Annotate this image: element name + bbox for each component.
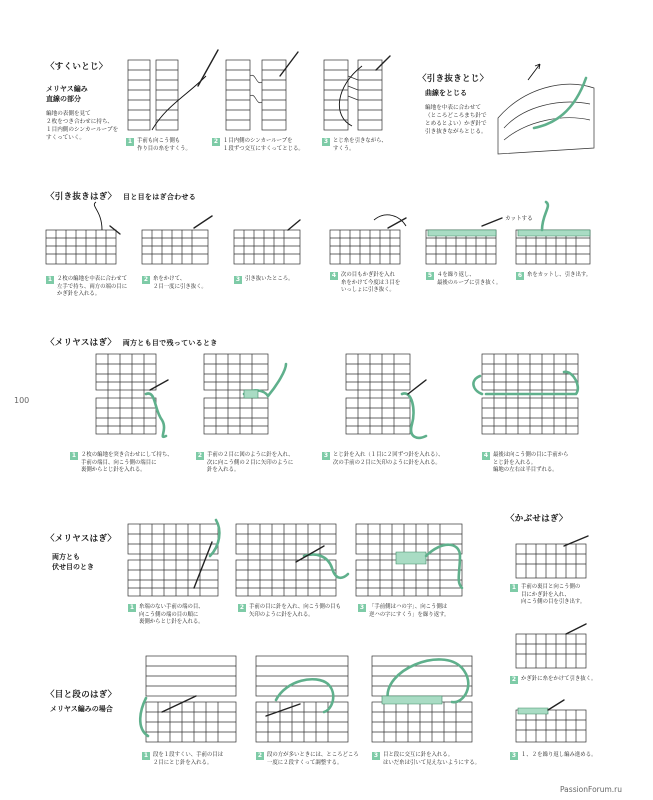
s4-fig2	[204, 354, 286, 434]
s6-step-2: 2 かぎ針に糸をかけて引き抜く。	[511, 676, 597, 683]
s3-step-3: 3 引き抜いたところ。	[235, 276, 294, 283]
s5-step-2: 2 手前の目に針を入れ、向こう側の目も 矢印のように針を入れる。	[239, 604, 341, 618]
s3-fig4	[330, 215, 406, 264]
page-number: 100	[14, 396, 30, 405]
s7-illustrations	[142, 650, 488, 746]
s7-subtitle: メリヤス編みの場合	[50, 705, 113, 713]
s5-fig2	[236, 524, 348, 596]
section-title-me-to-dan-hagi: 〈目と段のはぎ〉	[46, 690, 117, 700]
section-title-hikinuki-toji: 〈引き抜きとじ〉	[418, 74, 489, 84]
s3-step-6: 6 糸をカットし、引き出す。	[517, 272, 592, 279]
s7-fig1	[140, 656, 236, 742]
s2-description: 編地を中表に合わせて （ところどころまち針で とめるとよい）かぎ針で 引き抜きながらとじる。	[425, 105, 487, 135]
s3-fig5	[426, 218, 502, 264]
s1-subtitle-1: メリヤス編み	[46, 85, 88, 93]
s7-fig3	[372, 656, 472, 742]
s3-fig2	[142, 216, 212, 264]
s1-fig1	[128, 50, 218, 130]
section-title-kabuse-hagi: 〈かぶせはぎ〉	[506, 514, 568, 524]
s4-fig4	[473, 354, 578, 434]
s4-step-2: 2 手前の２目に図のように針を入れ、 次に向こう側の２目に矢印のように 針を入れる。	[197, 452, 294, 473]
s4-fig3	[346, 354, 426, 438]
s1-step-3: 3 とじ糸を引きながら、 すくう。	[323, 138, 387, 152]
s4-step-1: 1 ２枚の編地を突き合わせにして持ち、 手前の端目、向こう側の端目に 裏側からとじ針を入れる。	[71, 452, 173, 473]
s4-step-4: 4 最後は向こう側の目に手前から とじ針を入れる。 編地の左右は半目ずれる。	[483, 452, 569, 473]
s5-illustrations	[124, 516, 470, 600]
s5-subtitle-1: 両方とも	[52, 553, 80, 561]
s3-step-2: 2 糸をかけて、 ２目一度に引き抜く。	[143, 276, 207, 290]
source-credit: PassionForum.ru	[560, 785, 623, 794]
s1-subtitle-2: 直線の部分	[46, 95, 81, 103]
s1-step-2: 2 １目内側のシンカーループを １段ずつ交互にすくってとじる。	[213, 138, 304, 152]
s3-step-5: 5 ４を繰り返し、 最後のループに引き抜く。	[427, 272, 502, 286]
s5-step-1: 1 糸端のない手前の端の目、 向こう側の端の目の順に 裏側からとじ針を入れる。	[129, 604, 204, 625]
s5-fig3	[356, 524, 462, 596]
s3-step-4: 4 次の目もかぎ針を入れ 糸をかけて今度は３目を いっしょに引き抜く。	[331, 272, 401, 293]
s7-fig2	[256, 656, 348, 742]
section-title-sukui-toji: 〈すくいとじ〉	[46, 62, 108, 72]
s1-illustrations	[126, 46, 396, 136]
s1-step-1: 1 手前も向こう側も 作り目の糸をすくう。	[127, 138, 191, 152]
s2-illustration	[494, 58, 598, 158]
section-title-hikinuki-hagi: 〈引き抜きはぎ〉 目と目をはぎ合わせる	[46, 192, 197, 202]
s5-subtitle-2: 伏せ目のとき	[52, 563, 94, 571]
s3-step-1: 1 ２枚の編地を中表に合わせて 左手で持ち、両方の端の目に かぎ針を入れる。	[47, 276, 128, 297]
s6-fig3	[514, 696, 598, 744]
s3-fig6	[516, 202, 590, 264]
s7-step-2: 2 段の方が多いときには、ところどころ 一度に２段すくって調整する。	[257, 752, 359, 766]
s4-fig1	[96, 354, 168, 437]
s5-fig1	[128, 520, 219, 596]
s1-fig2	[226, 52, 298, 130]
s7-step-3: 3 目と段に交互に針を入れる。 はいだ糸は引いて見えないようにする。	[373, 752, 481, 766]
s5-step-3: 3 「手前側はハの字」、向こう側は 逆ハの字にすくう」を繰り返す。	[359, 604, 450, 618]
s6-step-3: 3 １、２を繰り返し編み進める。	[511, 752, 597, 759]
section-title-meriyasu-hagi-fuseme: 〈メリヤスはぎ〉	[46, 534, 117, 544]
s3-fig3	[234, 220, 300, 264]
s6-fig1	[514, 530, 598, 580]
s1-fig3	[324, 56, 390, 130]
s3-illustrations	[46, 200, 606, 270]
s6-step-1: 1 手前の裏目と向こう側の 目にかぎ針を入れ、 向こう側の目を引き出す。	[511, 584, 586, 605]
s2-subtitle: 曲線をとじる	[425, 89, 467, 97]
s6-fig2	[514, 620, 598, 670]
s3-label-cut: カットする	[505, 216, 533, 222]
s3-fig1	[46, 202, 120, 264]
s4-illustrations	[96, 350, 602, 442]
section-title-meriyasu-hagi: 〈メリヤスはぎ〉 両方とも目で残っているとき	[46, 338, 218, 348]
s7-step-1: 1 段を１段すくい、手前の目は ２目にとじ針を入れる。	[143, 752, 224, 766]
s4-step-3: 3 とじ針を入れ（１目に２回ずつ針を入れる）、 次の手前の２目に矢印のように針を入れる。	[323, 452, 444, 466]
s1-description: 編地の表側を見て ２枚をつき合わせに持ち、 １目内側のシンカーループを すくっていく。	[46, 111, 119, 141]
